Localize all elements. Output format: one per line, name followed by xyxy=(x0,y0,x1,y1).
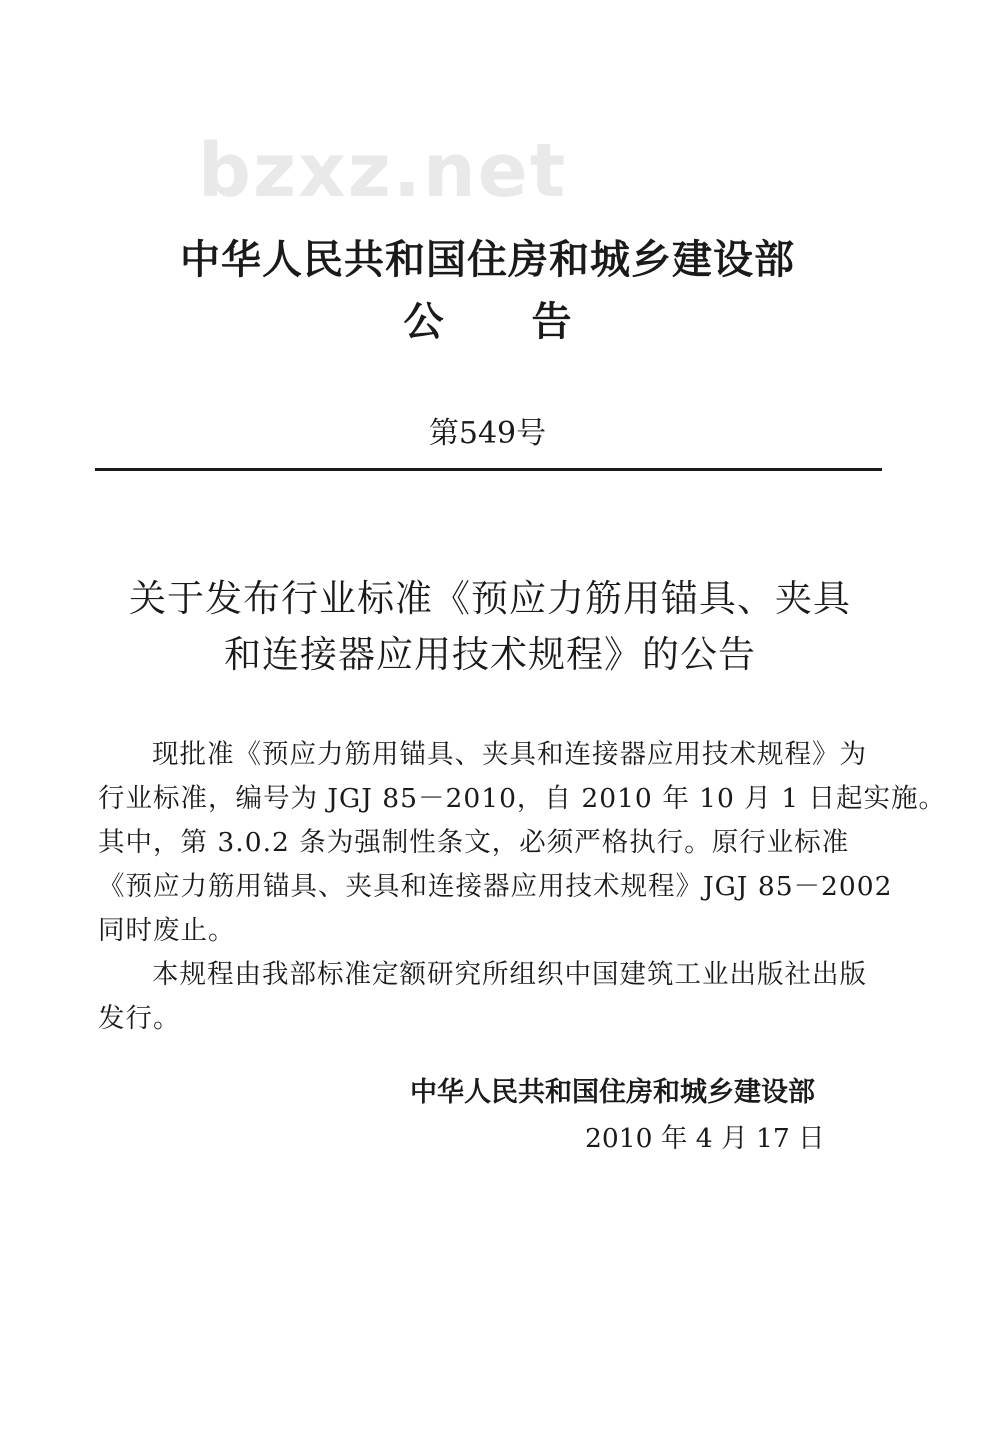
body-line: 本规程由我部标准定额研究所组织中国建筑工业出版社出版 xyxy=(152,959,867,990)
body-line: 发行。 xyxy=(98,1003,181,1034)
body-line: 行业标准，编号为 JGJ 85－2010，自 2010 年 10 月 1 日起实施。 xyxy=(98,783,946,814)
watermark-text: bzxz.net xyxy=(198,128,568,214)
signature-issuer: 中华人民共和国住房和城乡建设部 xyxy=(410,1077,815,1108)
subject-line-1: 关于发布行业标准《预应力筋用锚具、夹具 xyxy=(129,577,851,620)
issuer-title: 中华人民共和国住房和城乡建设部 xyxy=(180,237,795,283)
body-line: 《预应力筋用锚具、夹具和连接器应用技术规程》JGJ 85－2002 xyxy=(98,871,893,902)
document-type-heading: 公告 xyxy=(403,299,660,345)
announcement-number: 第549号 xyxy=(428,416,547,451)
body-line: 现批准《预应力筋用锚具、夹具和连接器应用技术规程》为 xyxy=(152,739,867,770)
body-line: 同时废止。 xyxy=(98,915,236,946)
subject-line-2: 和连接器应用技术规程》的公告 xyxy=(224,633,756,676)
body-line: 其中，第 3.0.2 条为强制性条文，必须严格执行。原行业标准 xyxy=(98,827,850,858)
header-divider xyxy=(95,468,882,471)
issue-date: 2010 年 4 月 17 日 xyxy=(585,1123,825,1154)
